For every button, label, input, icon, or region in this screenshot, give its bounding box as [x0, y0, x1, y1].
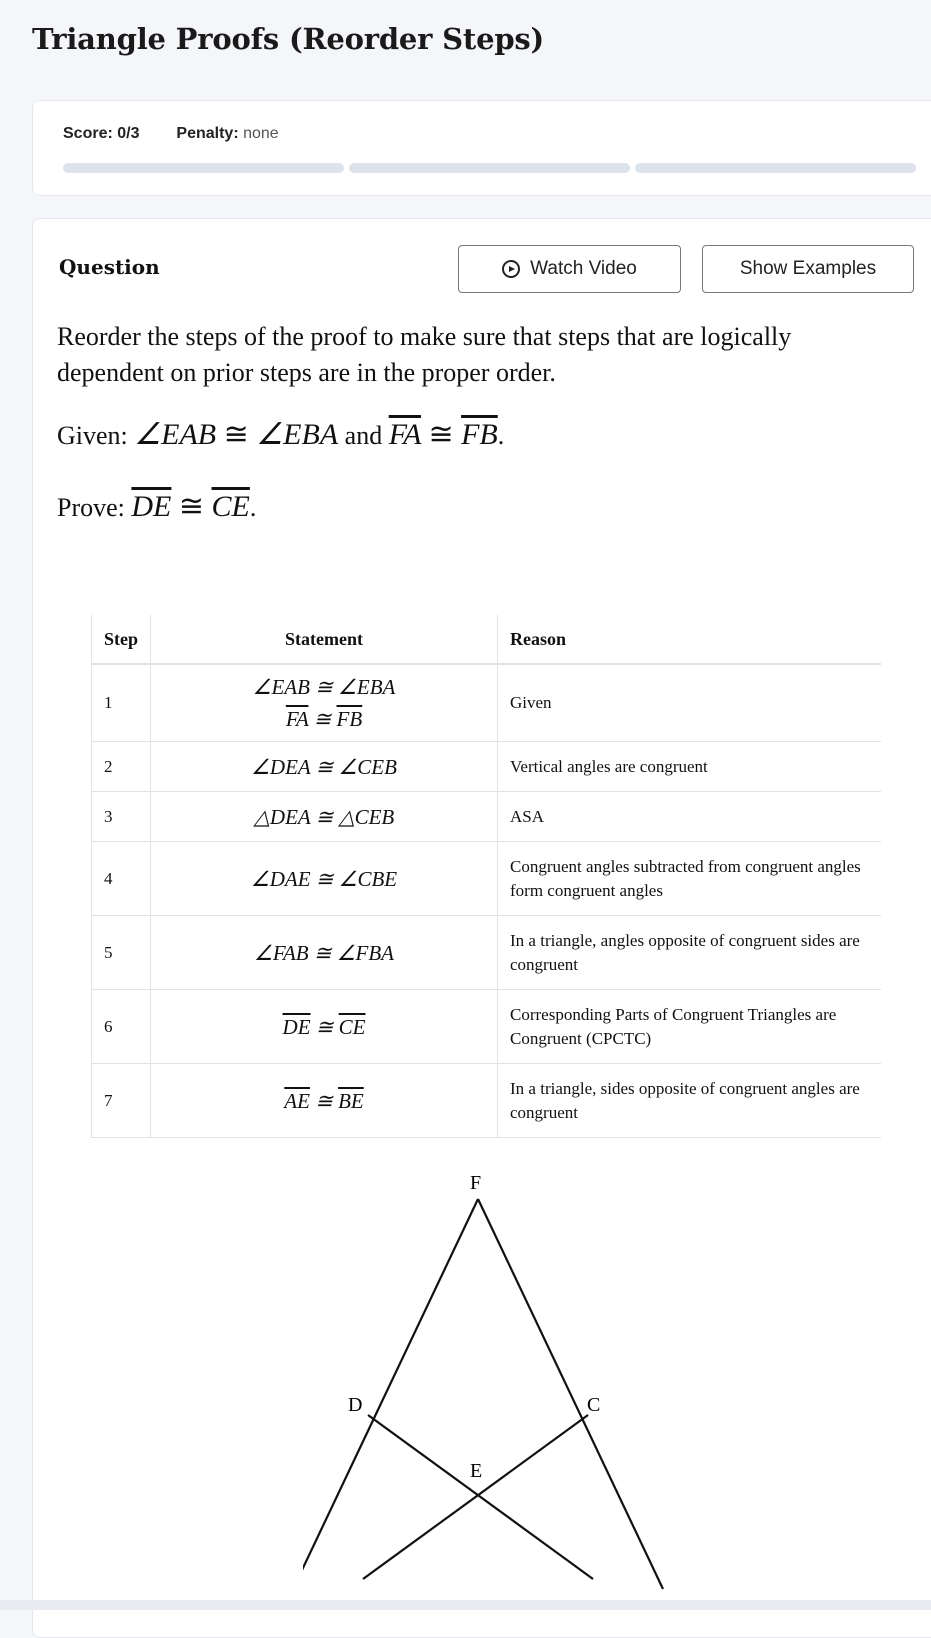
given-and: and	[344, 421, 383, 450]
reason-cell: In a triangle, sides opposite of congruent angles are congruent	[498, 1064, 881, 1138]
table-row[interactable]	[92, 990, 882, 1064]
score-card	[32, 100, 931, 196]
table-header-row	[92, 615, 882, 664]
point-label-f: F	[470, 1172, 482, 1194]
page-title: Triangle Proofs (Reorder Steps)	[32, 22, 545, 56]
proof-table	[91, 615, 881, 1138]
given-label: Given:	[57, 421, 128, 450]
show-examples-button[interactable]	[702, 245, 914, 293]
reason-cell: Vertical angles are congruent	[498, 742, 881, 792]
score-label: Score:	[63, 125, 113, 142]
table-row[interactable]	[92, 742, 882, 792]
watch-video-label: Watch Video	[530, 258, 637, 279]
header-reason: Reason	[498, 615, 881, 664]
given-angle-math: ∠EAB ≅ ∠EBA	[134, 418, 339, 451]
reason-cell: Congruent angles subtracted from congruent angles form congruent angles	[498, 842, 881, 916]
question-card	[32, 218, 931, 1638]
step-number: 5	[92, 916, 151, 990]
statement-cell: △DEA ≅ △CEB	[151, 792, 498, 842]
given-line: Given: ∠EAB ≅ ∠EBA and $\overline{FA}$ ≅ $\overline{FB}$.	[57, 418, 505, 451]
triangle-diagram	[303, 1169, 723, 1609]
statement-cell: ∠DEA ≅ ∠CEB	[151, 742, 498, 792]
question-label: Question	[59, 255, 160, 279]
table-row[interactable]	[92, 792, 882, 842]
table-row[interactable]	[92, 1064, 882, 1138]
reason-cell: Corresponding Parts of Congruent Triangles are Congruent (CPCTC)	[498, 990, 881, 1064]
penalty-value: none	[243, 125, 279, 142]
statement-cell: ∠FAB ≅ ∠FBA	[151, 916, 498, 990]
step-number: 3	[92, 792, 151, 842]
progress-segment	[349, 163, 630, 173]
bottom-scroll-edge	[0, 1600, 931, 1610]
segment-d-to-b	[368, 1415, 593, 1579]
side-fb	[478, 1199, 663, 1589]
point-label-e: E	[470, 1460, 483, 1482]
statement-cell: $\overline{DE}$ ≅ $\overline{CE}$	[151, 990, 498, 1064]
prove-math: $\overline{DE}$ ≅ $\overline{CE}$	[131, 490, 250, 523]
penalty-label: Penalty:	[176, 125, 239, 142]
statement-cell: ∠EAB ≅ ∠EBA $\overline{FA}$ ≅ $\overline{FB}$	[151, 664, 498, 742]
score-value: 0/3	[117, 125, 140, 142]
table-row[interactable]	[92, 664, 882, 742]
given-segment-math: $\overline{FA}$ ≅ $\overline{FB}$	[388, 418, 498, 451]
step-number: 4	[92, 842, 151, 916]
segment-c-to-a	[363, 1415, 588, 1579]
progress-segment	[63, 163, 344, 173]
watch-video-button[interactable]	[458, 245, 681, 293]
step-number: 1	[92, 664, 151, 742]
progress-segment	[635, 163, 916, 173]
step-number: 7	[92, 1064, 151, 1138]
step-number: 2	[92, 742, 151, 792]
table-row[interactable]	[92, 916, 882, 990]
header-step: Step	[92, 615, 151, 664]
header-statement: Statement	[151, 615, 498, 664]
table-row[interactable]	[92, 842, 882, 916]
point-label-c: C	[587, 1394, 601, 1416]
statement-cell: ∠DAE ≅ ∠CBE	[151, 842, 498, 916]
prove-line: Prove: $\overline{DE}$ ≅ $\overline{CE}$.	[57, 490, 257, 523]
score-row	[63, 125, 279, 143]
prove-label: Prove:	[57, 493, 125, 522]
play-icon	[502, 260, 520, 278]
statement-cell: $\overline{AE}$ ≅ $\overline{BE}$	[151, 1064, 498, 1138]
progress-bar	[63, 163, 916, 173]
reason-cell: In a triangle, angles opposite of congruent sides are congruent	[498, 916, 881, 990]
reason-cell: ASA	[498, 792, 881, 842]
show-examples-label: Show Examples	[739, 258, 877, 279]
step-number: 6	[92, 990, 151, 1064]
reason-cell: Given	[498, 664, 881, 742]
side-fa	[303, 1199, 478, 1589]
point-label-d: D	[348, 1394, 363, 1416]
question-prompt: Reorder the steps of the proof to make sure that steps that are logically dependent on prior steps are in the proper order.	[57, 322, 792, 387]
